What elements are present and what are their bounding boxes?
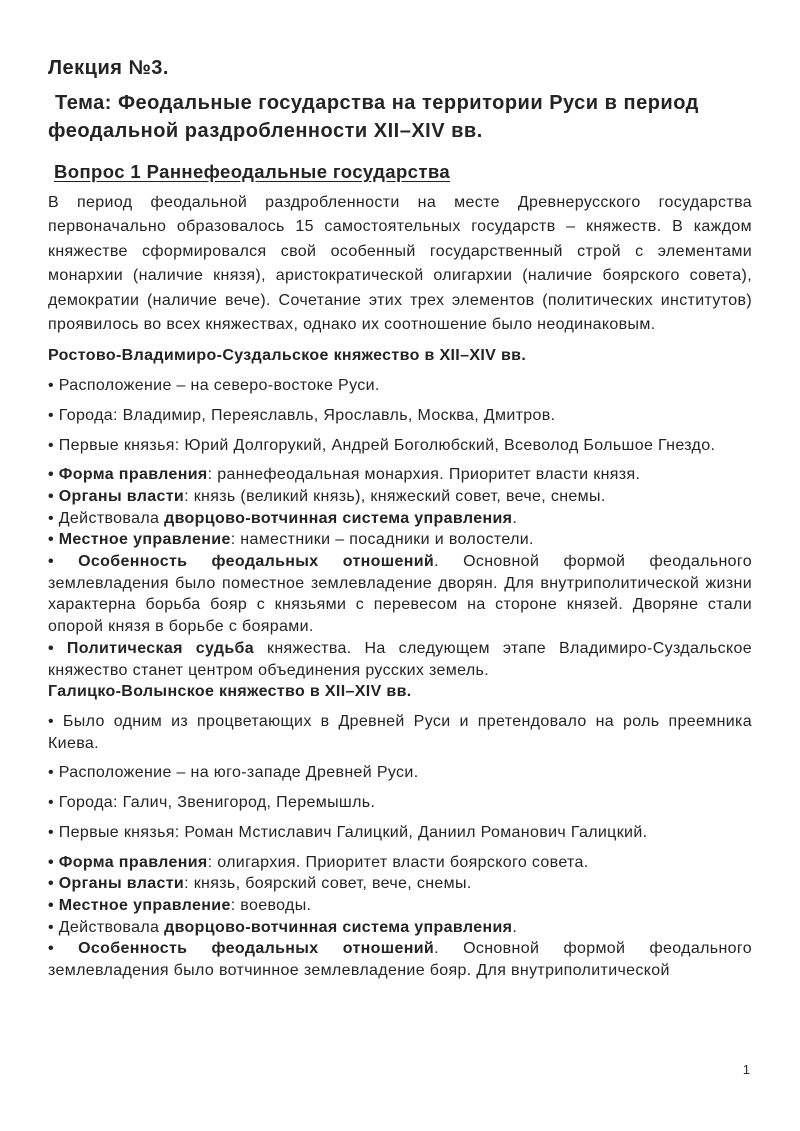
galich-local-government-bullet bbox=[48, 895, 752, 917]
text-segment: : князь, боярский совет, вече, снемы. bbox=[184, 875, 472, 893]
rostov-cities-bullet bbox=[48, 405, 752, 427]
galich-cities-bullet bbox=[48, 792, 752, 814]
galich-palace-system-bullet bbox=[48, 917, 752, 939]
rostov-government-form-bullet bbox=[48, 464, 752, 486]
rostov-local-government-bullet bbox=[48, 529, 752, 551]
text-segment: В период феодальной раздробленности на месте Древнерусского государства первоначально образовалось 15 самостоятельных государств – княжеств. В каждом княжестве сформировался свой особенный государственный строй с элементами монархии (наличие князя), аристократической олигархии (наличие боярского совета), демократии (наличие вече). Сочетание этих трех элементов (политических институтов) проявилось во всех княжествах, однако их соотношение было неодинаковым. bbox=[48, 194, 752, 334]
text-segment: • Расположение – на северо-востоке Руси. bbox=[48, 377, 380, 395]
text-segment: • Действовала bbox=[48, 918, 165, 936]
galich-section-heading bbox=[48, 681, 752, 703]
rostov-authorities-bullet bbox=[48, 486, 752, 508]
bold-text-segment: • Особенность феодальных отношений bbox=[48, 553, 435, 571]
bold-text-segment: • Политическая судьба bbox=[48, 639, 255, 657]
question-1-heading bbox=[48, 160, 752, 184]
bold-text-segment: Галицко-Волынское княжество в XII–XIV вв. bbox=[48, 683, 412, 701]
text-segment: княжества. На следующем этапе Владимиро-Суздальское княжество станет центром объединения русских земель. bbox=[48, 639, 752, 679]
rostov-princes-bullet bbox=[48, 435, 752, 457]
text-segment: • Города: Владимир, Переяславль, Ярославль, Москва, Дмитров. bbox=[48, 406, 556, 424]
lecture-number-heading bbox=[48, 54, 752, 82]
bold-text-segment: Лекция №3. bbox=[48, 57, 169, 79]
text-segment: • Расположение – на юго-западе Древней Руси. bbox=[48, 764, 419, 782]
bold-text-segment: • Форма правления bbox=[48, 466, 208, 484]
intro-paragraph bbox=[48, 191, 752, 337]
rostov-political-fate-bullet bbox=[48, 638, 752, 681]
text-segment: : князь (великий князь), княжеский совет, вече, снемы. bbox=[184, 487, 606, 505]
rostov-location-bullet bbox=[48, 375, 752, 397]
text-segment: . Основной формой феодального землевладения было вотчинное землевладение бояр. Для внутриполитической bbox=[48, 940, 753, 980]
text-segment: : наместники – посадники и волостели. bbox=[230, 531, 534, 549]
galich-location-bullet bbox=[48, 762, 752, 784]
bold-text-segment: • Форма правления bbox=[48, 853, 208, 871]
bold-text-segment: дворцово-вотчинная система управления bbox=[164, 509, 513, 527]
galich-princes-bullet bbox=[48, 822, 752, 844]
galich-feudal-relations-bullet bbox=[48, 938, 752, 981]
bold-text-segment: • Органы власти bbox=[48, 487, 185, 505]
text-segment: • Первые князья: Юрий Долгорукий, Андрей Боголюбский, Всеволод Большое Гнездо. bbox=[48, 436, 716, 454]
text-segment: • Первые князья: Роман Мстиславич Галицкий, Даниил Романович Галицкий. bbox=[48, 823, 648, 841]
text-segment: • Действовала bbox=[48, 509, 165, 527]
bold-text-segment: • Органы власти bbox=[48, 875, 185, 893]
text-segment: : олигархия. Приоритет власти боярского совета. bbox=[207, 853, 589, 871]
text-segment: • Города: Галич, Звенигород, Перемышль. bbox=[48, 794, 376, 812]
bold-text-segment: • Местное управление bbox=[48, 896, 231, 914]
text-segment: . bbox=[512, 509, 518, 527]
text-segment: • Было одним из процветающих в Древней Руси и претендовало на роль преемника Киева. bbox=[48, 712, 752, 752]
document-body bbox=[48, 54, 752, 982]
rostov-palace-system-bullet bbox=[48, 508, 752, 530]
text-segment: . Основной формой феодального землевладения было поместное землевладение дворян. Для внутриполитической жизни характерна борьба бояр с князьями с перевесом на стороне князей. Дворяне стали опорой князя в борьбе с боярами. bbox=[48, 553, 753, 636]
bold-text-segment: Тема: Феодальные государства на территории Руси в период феодальной раздробленности XII–XIV вв. bbox=[48, 92, 699, 142]
rostov-feudal-relations-bullet bbox=[48, 551, 752, 638]
galich-prosperity-bullet bbox=[48, 711, 752, 754]
galich-authorities-bullet bbox=[48, 873, 752, 895]
text-segment: . bbox=[512, 918, 518, 936]
text-segment: : раннефеодальная монархия. Приоритет власти князя. bbox=[207, 466, 641, 484]
lecture-topic-heading bbox=[48, 89, 752, 145]
bold-text-segment: • Местное управление bbox=[48, 531, 231, 549]
bold-text-segment: • Особенность феодальных отношений bbox=[48, 940, 435, 958]
bold-text-segment: Вопрос 1 Раннефеодальные государства bbox=[54, 161, 451, 182]
text-segment: : воеводы. bbox=[230, 896, 312, 914]
page-number: 1 bbox=[742, 1062, 750, 1077]
bold-text-segment: дворцово-вотчинная система управления bbox=[164, 918, 513, 936]
bold-text-segment: Ростово-Владимиро-Суздальское княжество в XII–XIV вв. bbox=[48, 347, 527, 365]
rostov-section-heading bbox=[48, 345, 752, 367]
galich-government-form-bullet bbox=[48, 852, 752, 874]
